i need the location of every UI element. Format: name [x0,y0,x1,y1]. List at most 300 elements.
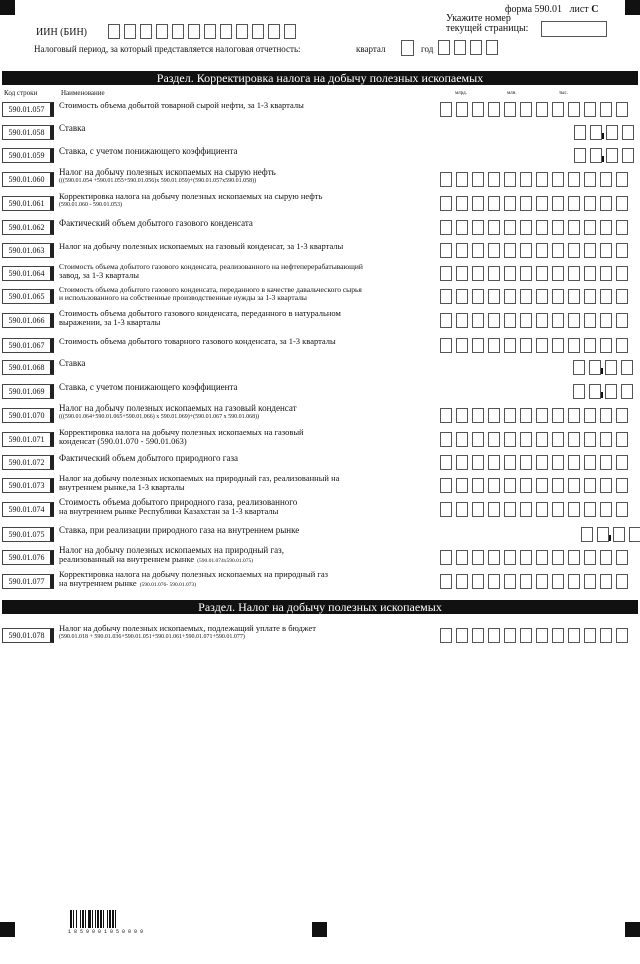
row-code: 590.01.075 [2,527,54,542]
value-digit-cell[interactable] [536,266,548,281]
value-digit-cell[interactable] [568,243,580,258]
value-digit-cell[interactable] [456,266,468,281]
value-digit-cell[interactable] [488,432,500,447]
value-digit-cell[interactable] [600,196,612,211]
year-digit-cell[interactable] [438,40,450,55]
value-digit-cell[interactable] [606,148,618,163]
value-digit-cell[interactable] [568,550,580,565]
value-digit-cell[interactable] [616,574,628,589]
value-digit-cell[interactable] [584,432,596,447]
value-digit-cell[interactable] [616,102,628,117]
value-digit-cell[interactable] [552,266,564,281]
value-digit-cell[interactable] [520,338,532,353]
row-value-cells[interactable] [440,338,632,353]
value-digit-cell[interactable] [568,196,580,211]
value-digit-cell[interactable] [536,478,548,493]
value-digit-cell[interactable] [440,102,452,117]
row-code: 590.01.078 [2,628,54,643]
value-digit-cell[interactable] [488,574,500,589]
value-digit-cell[interactable] [440,502,452,517]
value-digit-cell[interactable] [472,338,484,353]
value-digit-cell[interactable] [472,102,484,117]
value-digit-cell[interactable] [504,243,516,258]
value-digit-cell[interactable] [600,243,612,258]
value-digit-cell[interactable] [504,196,516,211]
corner-mark [0,922,15,937]
value-digit-cell[interactable] [568,313,580,328]
row-value-cells[interactable] [440,102,632,117]
row-name-subtext [59,507,297,515]
iin-digit-cell[interactable] [188,24,200,39]
value-digit-cell[interactable] [536,313,548,328]
quarter-field[interactable] [401,40,414,56]
iin-digit-cell[interactable] [252,24,264,39]
value-digit-cell[interactable] [600,338,612,353]
iin-digit-cell[interactable] [172,24,184,39]
row-value-cells[interactable] [573,360,637,375]
value-digit-cell[interactable] [600,172,612,187]
year-digit-cell[interactable] [454,40,466,55]
iin-digit-cell[interactable] [268,24,280,39]
value-digit-cell[interactable] [504,408,516,423]
value-digit-cell[interactable] [536,220,548,235]
value-digit-cell[interactable] [616,289,628,304]
value-digit-cell[interactable] [536,455,548,470]
value-digit-cell[interactable] [536,408,548,423]
row-name-text: Стоимость объема добытой товарной сырой нефти, за 1-3 кварталы [59,100,304,110]
value-digit-cell[interactable] [584,172,596,187]
value-digit-cell[interactable] [536,502,548,517]
iin-digit-cell[interactable] [284,24,296,39]
value-digit-cell[interactable] [573,360,585,375]
row-name [59,570,328,589]
value-digit-cell[interactable] [520,502,532,517]
value-digit-cell[interactable] [472,455,484,470]
value-digit-cell[interactable] [488,289,500,304]
value-digit-cell[interactable] [629,527,640,542]
iin-digit-cell[interactable] [204,24,216,39]
value-digit-cell[interactable] [616,408,628,423]
value-digit-cell[interactable] [536,289,548,304]
value-digit-cell[interactable] [520,172,532,187]
value-digit-cell[interactable] [456,338,468,353]
row-name-subtext [59,633,316,641]
value-digit-cell[interactable] [536,432,548,447]
value-digit-cell[interactable] [536,628,548,643]
row-name-subtext [59,483,339,491]
value-digit-cell[interactable] [472,289,484,304]
value-digit-cell[interactable] [597,527,609,542]
row-name-subtext [59,555,284,565]
year-cells[interactable] [438,40,502,55]
value-digit-cell[interactable] [456,432,468,447]
row-name [59,168,276,185]
iin-digit-cell[interactable] [108,24,120,39]
value-digit-cell[interactable] [613,527,625,542]
value-digit-cell[interactable] [600,628,612,643]
value-digit-cell[interactable] [520,574,532,589]
value-digit-cell[interactable] [600,502,612,517]
value-digit-cell[interactable] [606,125,618,140]
row-value-cells[interactable] [574,148,638,163]
value-digit-cell[interactable] [504,550,516,565]
row-value-cells[interactable] [440,574,632,589]
value-digit-cell[interactable] [552,338,564,353]
row-value-cells[interactable] [440,432,632,447]
row-value-cells[interactable] [440,243,632,258]
iin-digit-cell[interactable] [220,24,232,39]
value-digit-cell[interactable] [472,628,484,643]
iin-digit-cell[interactable] [124,24,136,39]
value-digit-cell[interactable] [488,478,500,493]
value-digit-cell[interactable] [488,313,500,328]
value-digit-cell[interactable] [456,313,468,328]
value-digit-cell[interactable] [440,243,452,258]
value-digit-cell[interactable] [616,172,628,187]
value-digit-cell[interactable] [600,313,612,328]
value-digit-cell[interactable] [600,220,612,235]
value-digit-cell[interactable] [552,478,564,493]
row-value-cells[interactable] [440,313,632,328]
value-digit-cell[interactable] [440,338,452,353]
value-digit-cell[interactable] [621,384,633,399]
value-digit-cell[interactable] [552,196,564,211]
value-digit-cell[interactable] [472,478,484,493]
value-digit-cell[interactable] [488,196,500,211]
row-subtext-main: (590.01.018 + 590.01.036+590.01.051+590.01.061+590.01.071+590.01.077) [59,634,245,640]
value-digit-cell[interactable] [552,313,564,328]
value-digit-cell[interactable] [456,478,468,493]
value-digit-cell[interactable] [616,478,628,493]
value-digit-cell[interactable] [472,432,484,447]
value-digit-cell[interactable] [520,628,532,643]
row-code: 590.01.077 [2,574,54,589]
value-digit-cell[interactable] [568,266,580,281]
value-digit-cell[interactable] [590,148,602,163]
value-digit-cell[interactable] [520,220,532,235]
value-digit-cell[interactable] [616,502,628,517]
value-digit-cell[interactable] [600,102,612,117]
value-digit-cell[interactable] [456,220,468,235]
value-digit-cell[interactable] [472,243,484,258]
iin-cells[interactable] [108,24,300,39]
value-digit-cell[interactable] [504,266,516,281]
value-digit-cell[interactable] [456,628,468,643]
value-digit-cell[interactable] [504,432,516,447]
value-digit-cell[interactable] [600,455,612,470]
section-title: Раздел. Налог на добычу полезных ископаемых [2,600,638,614]
value-digit-cell[interactable] [568,478,580,493]
value-digit-cell[interactable] [616,455,628,470]
value-digit-cell[interactable] [584,338,596,353]
row-name [59,124,85,133]
value-digit-cell[interactable] [536,338,548,353]
value-digit-cell[interactable] [590,125,602,140]
value-digit-cell[interactable] [440,478,452,493]
value-digit-cell[interactable] [616,196,628,211]
row-subtext-formula: (590.01.076- 590.01.073) [139,582,197,588]
value-digit-cell[interactable] [536,550,548,565]
value-digit-cell[interactable] [621,360,633,375]
value-digit-cell[interactable] [600,408,612,423]
value-digit-cell[interactable] [616,338,628,353]
value-digit-cell[interactable] [584,408,596,423]
value-digit-cell[interactable] [589,384,601,399]
value-digit-cell[interactable] [616,313,628,328]
row-value-cells[interactable] [440,502,632,517]
value-digit-cell[interactable] [472,266,484,281]
value-digit-cell[interactable] [504,289,516,304]
value-digit-cell[interactable] [568,289,580,304]
value-digit-cell[interactable] [440,455,452,470]
value-digit-cell[interactable] [504,220,516,235]
value-digit-cell[interactable] [504,628,516,643]
value-digit-cell[interactable] [472,220,484,235]
value-digit-cell[interactable] [440,628,452,643]
value-digit-cell[interactable] [616,220,628,235]
value-digit-cell[interactable] [456,243,468,258]
value-digit-cell[interactable] [504,455,516,470]
value-digit-cell[interactable] [584,574,596,589]
value-digit-cell[interactable] [504,172,516,187]
value-digit-cell[interactable] [456,408,468,423]
value-digit-cell[interactable] [456,574,468,589]
value-digit-cell[interactable] [600,550,612,565]
row-value-cells[interactable] [440,220,632,235]
value-digit-cell[interactable] [504,313,516,328]
row-value-cells[interactable] [573,384,637,399]
value-digit-cell[interactable] [488,338,500,353]
value-digit-cell[interactable] [600,574,612,589]
row-code: 590.01.074 [2,502,54,517]
row-subtext-main: конденсат (590.01.070 - 590.01.063) [59,436,187,446]
barcode-bar [116,910,118,928]
value-digit-cell[interactable] [440,172,452,187]
value-digit-cell[interactable] [568,432,580,447]
value-digit-cell[interactable] [552,455,564,470]
value-digit-cell[interactable] [584,628,596,643]
value-digit-cell[interactable] [504,502,516,517]
value-digit-cell[interactable] [600,266,612,281]
value-digit-cell[interactable] [584,455,596,470]
value-digit-cell[interactable] [472,408,484,423]
value-digit-cell[interactable] [584,478,596,493]
value-digit-cell[interactable] [573,384,585,399]
value-digit-cell[interactable] [552,432,564,447]
value-digit-cell[interactable] [584,313,596,328]
value-digit-cell[interactable] [456,550,468,565]
value-digit-cell[interactable] [488,243,500,258]
value-digit-cell[interactable] [552,628,564,643]
value-digit-cell[interactable] [584,550,596,565]
value-digit-cell[interactable] [440,289,452,304]
row-name-subtext [59,318,341,326]
value-digit-cell[interactable] [472,550,484,565]
value-digit-cell[interactable] [440,313,452,328]
row-code: 590.01.057 [2,102,54,117]
value-digit-cell[interactable] [552,408,564,423]
value-digit-cell[interactable] [584,289,596,304]
value-digit-cell[interactable] [504,478,516,493]
year-digit-cell[interactable] [486,40,498,55]
value-digit-cell[interactable] [520,196,532,211]
value-digit-cell[interactable] [456,455,468,470]
value-digit-cell[interactable] [600,289,612,304]
row-value-cells[interactable] [440,196,632,211]
value-digit-cell[interactable] [616,243,628,258]
value-digit-cell[interactable] [488,502,500,517]
year-digit-cell[interactable] [470,40,482,55]
row-value-cells[interactable] [440,628,632,643]
row-value-cells[interactable] [440,455,632,470]
value-digit-cell[interactable] [472,574,484,589]
row-code: 590.01.071 [2,432,54,447]
value-digit-cell[interactable] [504,338,516,353]
value-digit-cell[interactable] [520,478,532,493]
value-digit-cell[interactable] [520,266,532,281]
value-digit-cell[interactable] [472,313,484,328]
value-digit-cell[interactable] [520,550,532,565]
value-digit-cell[interactable] [520,432,532,447]
value-digit-cell[interactable] [622,125,634,140]
row-value-cells[interactable] [440,266,632,281]
row-value-cells[interactable] [440,289,632,304]
value-digit-cell[interactable] [520,313,532,328]
value-digit-cell[interactable] [552,502,564,517]
value-digit-cell[interactable] [600,432,612,447]
value-digit-cell[interactable] [581,527,593,542]
value-digit-cell[interactable] [536,172,548,187]
value-digit-cell[interactable] [605,360,617,375]
row-name [59,101,304,110]
row-value-cells[interactable] [440,550,632,565]
value-digit-cell[interactable] [584,196,596,211]
value-digit-cell[interactable] [456,172,468,187]
value-digit-cell[interactable] [456,502,468,517]
value-digit-cell[interactable] [440,196,452,211]
value-digit-cell[interactable] [568,172,580,187]
value-digit-cell[interactable] [488,628,500,643]
corner-mark [0,0,15,15]
value-digit-cell[interactable] [536,574,548,589]
value-digit-cell[interactable] [605,384,617,399]
value-digit-cell[interactable] [600,478,612,493]
value-digit-cell[interactable] [440,220,452,235]
row-name-text: Налог на добычу полезных ископаемых на газовый конденсат, за 1-3 кварталы [59,241,344,251]
value-digit-cell[interactable] [520,408,532,423]
value-digit-cell[interactable] [584,102,596,117]
value-digit-cell[interactable] [552,550,564,565]
value-digit-cell[interactable] [440,408,452,423]
row-name-text: Стоимость объема добытого природного газа, реализованного [59,497,298,507]
row-code: 590.01.076 [2,550,54,565]
value-digit-cell[interactable] [504,574,516,589]
value-digit-cell[interactable] [456,196,468,211]
value-digit-cell[interactable] [552,289,564,304]
value-digit-cell[interactable] [568,455,580,470]
row-subtext-main: на внутреннем рынке Республики Казахстан за 1-3 кварталы [59,506,279,516]
row-code: 590.01.064 [2,266,54,281]
value-digit-cell[interactable] [616,432,628,447]
value-digit-cell[interactable] [552,574,564,589]
value-digit-cell[interactable] [552,220,564,235]
value-digit-cell[interactable] [520,102,532,117]
value-digit-cell[interactable] [584,243,596,258]
value-digit-cell[interactable] [488,550,500,565]
value-digit-cell[interactable] [574,148,586,163]
value-digit-cell[interactable] [552,172,564,187]
value-digit-cell[interactable] [584,220,596,235]
value-digit-cell[interactable] [504,102,516,117]
value-digit-cell[interactable] [488,266,500,281]
value-digit-cell[interactable] [568,102,580,117]
value-digit-cell[interactable] [488,408,500,423]
corner-mark [625,922,640,937]
value-digit-cell[interactable] [488,102,500,117]
value-digit-cell[interactable] [622,148,634,163]
row-name-text: Налог на добычу полезных ископаемых на природный газ, реализованный на [59,473,340,483]
value-digit-cell[interactable] [520,243,532,258]
value-digit-cell[interactable] [456,102,468,117]
value-digit-cell[interactable] [536,196,548,211]
value-digit-cell[interactable] [568,628,580,643]
value-digit-cell[interactable] [440,574,452,589]
page-number-field[interactable] [541,21,607,37]
value-digit-cell[interactable] [616,628,628,643]
value-digit-cell[interactable] [568,502,580,517]
iin-digit-cell[interactable] [156,24,168,39]
row-value-cells[interactable] [440,408,632,423]
value-digit-cell[interactable] [584,502,596,517]
row-name [59,147,238,156]
value-digit-cell[interactable] [568,338,580,353]
value-digit-cell[interactable] [536,102,548,117]
value-digit-cell[interactable] [568,574,580,589]
value-digit-cell[interactable] [488,172,500,187]
iin-digit-cell[interactable] [236,24,248,39]
value-digit-cell[interactable] [440,432,452,447]
value-digit-cell[interactable] [616,266,628,281]
value-digit-cell[interactable] [552,102,564,117]
row-value-cells[interactable] [440,172,632,187]
row-value-cells[interactable] [581,527,640,542]
value-digit-cell[interactable] [520,455,532,470]
row-name-subtext [59,579,328,589]
value-digit-cell[interactable] [472,196,484,211]
value-digit-cell[interactable] [552,243,564,258]
iin-digit-cell[interactable] [140,24,152,39]
value-digit-cell[interactable] [584,266,596,281]
value-digit-cell[interactable] [568,408,580,423]
row-value-cells[interactable] [440,478,632,493]
value-digit-cell[interactable] [616,550,628,565]
row-value-cells[interactable] [574,125,638,140]
value-digit-cell[interactable] [472,502,484,517]
value-digit-cell[interactable] [472,172,484,187]
value-digit-cell[interactable] [456,289,468,304]
value-digit-cell[interactable] [589,360,601,375]
value-digit-cell[interactable] [488,455,500,470]
value-digit-cell[interactable] [536,243,548,258]
value-digit-cell[interactable] [440,266,452,281]
value-digit-cell[interactable] [488,220,500,235]
value-digit-cell[interactable] [440,550,452,565]
value-digit-cell[interactable] [574,125,586,140]
row-name-text: Ставка, с учетом понижающего коэффициента [59,146,238,156]
value-digit-cell[interactable] [520,289,532,304]
form-label: форма 590.01 [505,4,563,15]
value-digit-cell[interactable] [568,220,580,235]
